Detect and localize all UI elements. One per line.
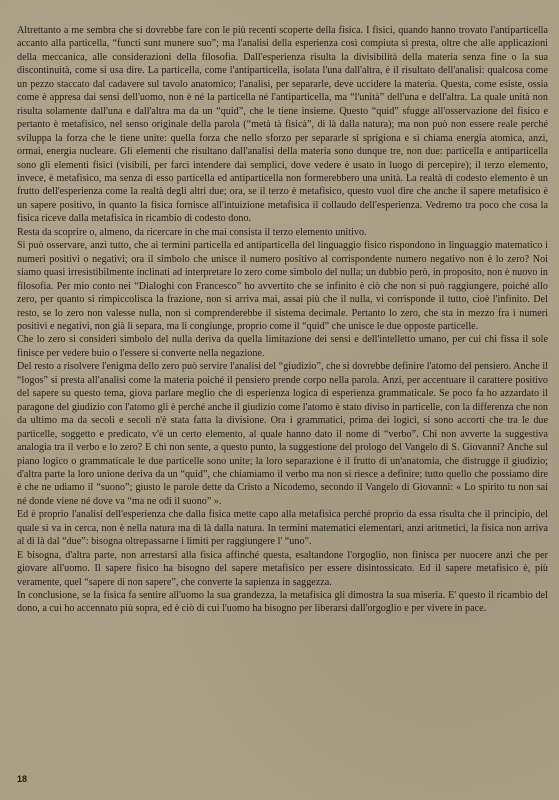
paragraph-6: Ed è proprio l'analisi dell'esperienza che dalla fisica mette capo alla metafisica perché proprio da essa risulta che il principio, del quale si va in cerca, non è nella natura ma di là dalla natura. In termini matematici elementari, anzi aritmetici, la fisica non arriva al di là dal “due”: bisogna oltrepassarne i limiti per raggiungere l' “uno”.: [17, 509, 548, 548]
body-text: [17, 24, 548, 616]
paragraph-1: Altrettanto a me sembra che si dovrebbe fare con le più recenti scoperte della fisica. I fisici, quando hanno trovato l'antiparticella accanto alla particella, “functi sunt munere suo”; ma l'analisi della esperienza così compiuta si presta, oltre che alle applicazioni della meccanica, alle considerazioni della filosofia. Dall'esperienza risulta la divisibilità della materia senza fine o la sua discontinuità, come si usa dire. La particella, come l'antiparticella, isolata l'una dall'altra, è il risultato dell'analisi: qualcosa come un pezzo staccato dal cadavere sul tavolo anatomico; l'analisi, per separarle, deve uccidere la materia. Questa, come esiste, ossia come è appresa dai sensi dell'uomo, non è né la particella né l'antiparticella, ma “l'unità” dell'una e dell'altra. La quale unità non risulta solamente dall'una e dall'altra ma da un “quid”, che le tiene insieme. Questo “quid” sfugge all'osservazione del fisico e pertanto è metafisico, nel senso originale della parola (“metà tà fisicà”, di là dalla natura); ma non può non essere reale perché sviluppa la forza che le tiene unite: quella forza che nello sforzo per separarle si sprigiona e si chiama energia atomica, anzi, ormai, energia nucleare. Gli elementi che risultano dall'analisi della materia sono dunque tre, non due: particella e antiparticella sono gli elementi fisici (visibili, per farci intendere dai semplici, dove vedere è usato in luogo di percepire); il terzo elemento, invece, è metafisico, ma senza di esso particella ed antiparticella non formerebbero una unità. La realtà di codesto elemento è un frutto dell'esperienza come la realtà degli altri due; ora, se il terzo è metafisico, questo vuol dire che anche il sapere metafisico è un sapere positivo, in quanto la fisica fornisce all'intuizione metafisica il collaudo dell'esperienza. Vedremo tra poco che cosa la fisica riceve dalla metafisica in ricambio di codesto dono.: [17, 25, 548, 225]
paragraph-5: Del resto a risolvere l'enigma dello zero può servire l'analisi del “giudizio”, che si dovrebbe definire l'atomo del pensiero. Anche il “logos” si presta all'analisi come la materia poiché il pensiero prende corpo nella parola. Anzi, per accentuare il carattere positivo del sapere su questo tema, giova parlare meglio che di esperienza logica di esperienza grammaticale. Se poco fa ho azzardato il paragone del giudizio con l'atomo gli è perché anche il giudizio come l'atomo è stato diviso in particelle, con la differenza che non da ultimo ma da secoli e secoli n'è stata fatta la divisione. Ora i grammatici, prima dei logici, si sono accorti che tra le due particelle, soggetto e predicato, v'è un certo elemento, al quale hanno dato il nome di “verbo”. Chi non avverte la suggestiva analogia tra il verbo e lo zero? E chi non sente, a questo punto, la suggestione del prologo del Vangelo di S. Giovanni? Anche sul piano logico o grammaticale le due particelle sono unite; la loro separazione è il frutto di un'anatomia, che distrugge il giudizio; d'altra parte la loro unione deriva da un “quid”, che chiamiamo il verbo ma non si riesce a definire; tutto quello che possiamo dire è che ne udiamo il “suono”; giusto le parole dette da Cristo a Nicodemo, secondo il Vangelo di Giovanni: « Lo spirito tu non sai né donde viene né dove va “ma ne odi il suono” ».: [17, 361, 548, 507]
paragraph-4: Che lo zero si consideri simbolo del nulla deriva da quella limitazione dei sensi e dell'intelletto umano, per cui chi fissa il sole finisce per vedere buio o l'essere si converte nella negazione.: [17, 334, 548, 359]
paragraph-8: In conclusione, se la fisica fa sentire all'uomo la sua grandezza, la metafisica gli dimostra la sua miseria. E' questo il ricambio del dono, a cui ho accennato più sopra, ed è ciò di cui l'uomo ha bisogno per liberarsi dall'orgoglio e per vivere in pace.: [17, 590, 548, 615]
paragraph-2: Resta da scoprire o, almeno, da ricercare in che mai consista il terzo elemento unitivo.: [17, 226, 367, 238]
paragraph-7: E bisogna, d'altra parte, non arrestarsi alla fisica affinché questa, esaltandone l'orgoglio, non finisca per nuocere anzi che per giovare all'uomo. Il sapere fisico ha bisogno del sapere metafisico per essere disintossicato. Ed il sapere metafisico è, più veramente, quel “sapere di non sapere”, che converte la sapienza in saggezza.: [17, 549, 548, 588]
paragraph-3: Si può osservare, anzi tutto, che ai termini particella ed antiparticella del linguaggio fisico rispondono in linguaggio matematico i numeri positivi o negativi; ora il simbolo che unisce il numero positivo al corrispondente numero negativo non è lo zero? Noi siamo quasi irresistibilmente inclinati ad interpretare lo zero come simbolo del nulla; un dubbio però, in proposito, non è nuovo in filosofia. Per mio conto nei “Dialoghi con Francesco” ho avvertito che se infinito è ciò che non si può raggiungere, poiché allo zero, per quanto si rimpiccolisca la frazione, non si arriva mai, assai più che il nulla, vi corrisponde il tutto, cioè l'infinito. Del resto, se lo zero non valesse nulla, non si comprenderebbe il sistema decimale. Pertanto lo zero, che sta in mezzo fra i numeri positivi e negativi, non già li separa, ma li congiunge, proprio come il “quid” che unisce le due opposte particelle.: [17, 240, 548, 332]
page-number: 18: [17, 774, 28, 784]
